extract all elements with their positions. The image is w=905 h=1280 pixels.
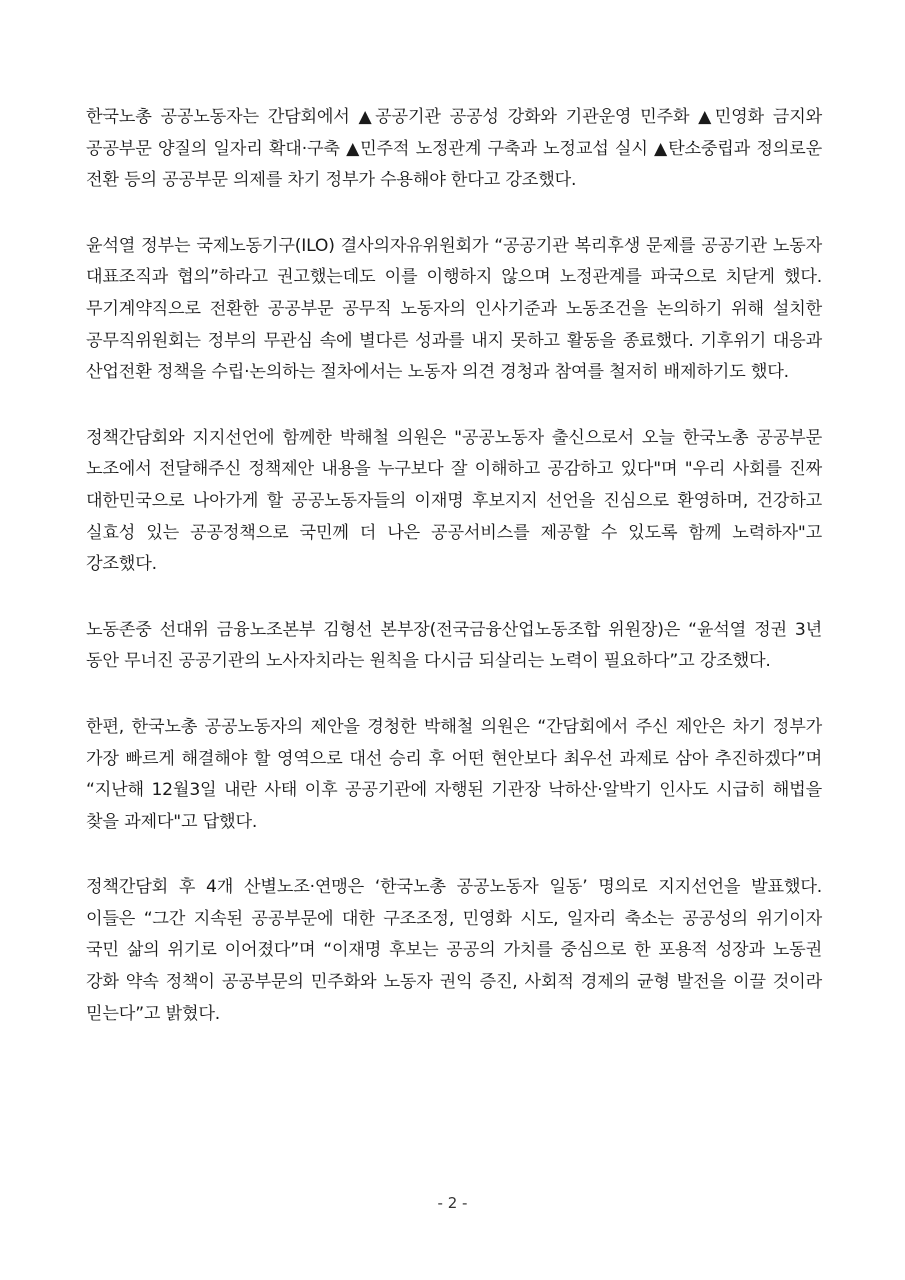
- paragraph-kim-hyeongseon-statement: 노동존중 선대위 금융노조본부 김형선 본부장(전국금융산업노동조합 위원장)은 “윤석열 정권 3년 동안 무너진 공공기관의 노사자치라는 원칙을 다시금 되살리는 노력이 필요하다”고 강조했다.: [86, 619, 822, 672]
- paragraph-park-response: 한편, 한국노총 공공노동자의 제안을 경청한 박해철 의원은 “간담회에서 주신 제안은 차기 정부가 가장 빠르게 해결해야 할 영역으로 대선 승리 후 어떤 현안보다 최우선 과제로 삼아 추진하겠다”며 “지난해 12월3일 내란 사태 이후 공공기관에 자행된 기관장 낙하산·알박기 인사도 시급히 해법을 찾을 과제다"고 답했다.: [86, 716, 822, 832]
- paragraph-support-declaration: 정책간담회 후 4개 산별노조·연맹은 ‘한국노총 공공노동자 일동’ 명의로 지지선언을 발표했다. 이들은 “그간 지속된 공공부문에 대한 구조조정, 민영화 시도, 일자리 축소는 공공성의 위기이자 국민 삶의 위기로 이어졌다”며 “이재명 후보는 공공의 가치를 중심으로 한 포용적 성장과 노동권 강화 약속 정책이 공공부문의 민주화와 노동자 권익 증진, 사회적 경제의 균형 발전을 이끌 것이라 믿는다”고 밝혔다.: [86, 877, 822, 1024]
- document-body: [86, 102, 822, 1064]
- paragraph-park-haecheol-statement: 정책간담회와 지지선언에 함께한 박해철 의원은 "공공노동자 출신으로서 오늘 한국노총 공공부문 노조에서 전달해주신 정책제안 내용을 누구보다 잘 이해하고 공감하고 있다"며 "우리 사회를 진짜 대한민국으로 나아가게 할 공공노동자들의 이재명 후보지지 선언을 진심으로 환영하며, 건강하고 실효성 있는 공공정책으로 국민께 더 나은 공공서비스를 제공할 수 있도록 함께 노력하자"고 강조했다.: [86, 427, 822, 575]
- paragraph-government-criticism: 윤석열 정부는 국제노동기구(ILO) 결사의자유위원회가 “공공기관 복리후생 문제를 공공기관 노동자 대표조직과 협의”하라고 권고했는데도 이를 이행하지 않으며 노정관계를 파국으로 치닫게 했다. 무기계약직으로 전환한 공공부문 공무직 노동자의 인사기준과 노동조건을 논의하기 위해 설치한 공무직위원회는 정부의 무관심 속에 별다른 성과를 내지 못하고 활동을 종료했다. 기후위기 대응과 산업전환 정책을 수립·논의하는 절차에서는 노동자 의견 경청과 참여를 철저히 배제하기도 했다.: [86, 235, 822, 383]
- page-number: - 2 -: [437, 1194, 468, 1212]
- paragraph-public-agenda: 한국노총 공공노동자는 간담회에서 ▲공공기관 공공성 강화와 기관운영 민주화 ▲민영화 금지와 공공부문 양질의 일자리 확대·구축 ▲민주적 노정관계 구축과 노정교섭 실시 ▲탄소중립과 정의로운 전환 등의 공공부문 의제를 차기 정부가 수용해야 한다고 강조했다.: [86, 107, 822, 191]
